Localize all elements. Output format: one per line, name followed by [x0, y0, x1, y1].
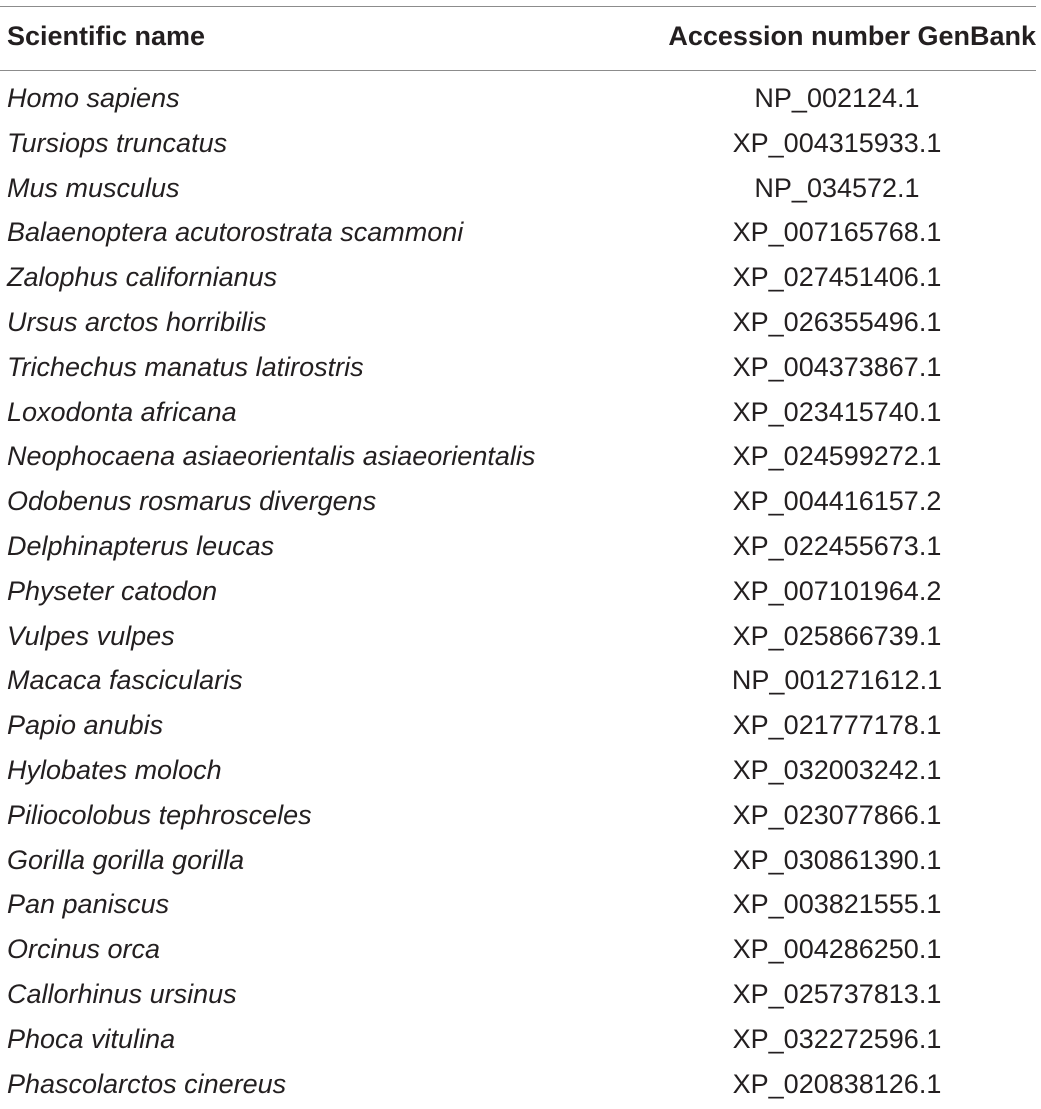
table-row: [0, 393, 1036, 438]
table-body: [0, 79, 1036, 1109]
accession-number-cell: XP_030861390.1: [732, 844, 942, 875]
accession-number-cell: XP_003821555.1: [732, 889, 942, 920]
table-row: [0, 437, 1036, 482]
table-row: [0, 885, 1036, 930]
accession-number-cell: XP_007165768.1: [732, 217, 942, 248]
table-row: [0, 661, 1036, 706]
accession-number-cell: NP_034572.1: [754, 172, 920, 203]
scientific-name-cell: Odobenus rosmarus divergens: [7, 486, 377, 517]
scientific-name-cell: Phascolarctos cinereus: [7, 1068, 287, 1099]
table-row: [0, 617, 1036, 662]
accession-number-cell: XP_024599272.1: [732, 441, 942, 472]
scientific-name-cell: Macaca fascicularis: [7, 665, 243, 696]
accession-number-cell: XP_004373867.1: [732, 351, 942, 382]
table-row: [0, 841, 1036, 886]
accession-number-cell: XP_022455673.1: [732, 530, 942, 561]
table-row: [0, 258, 1036, 303]
accession-number-cell: XP_007101964.2: [732, 575, 942, 606]
accession-number-cell: NP_002124.1: [754, 83, 920, 113]
accession-number-cell: XP_023415740.1: [732, 396, 942, 427]
table-row: [0, 796, 1036, 841]
table-row: [0, 124, 1036, 169]
table-row: [0, 975, 1036, 1020]
table-row: [0, 572, 1036, 617]
accession-number-cell: NP_001271612.1: [731, 665, 943, 696]
accession-number-cell: XP_021777178.1: [732, 710, 942, 741]
accession-number-cell: XP_027451406.1: [732, 262, 942, 293]
table-row: [0, 213, 1036, 258]
table-row: [0, 79, 1036, 124]
accession-number-cell: XP_004315933.1: [732, 127, 942, 158]
scientific-name-cell: Vulpes vulpes: [7, 620, 175, 651]
scientific-name-cell: Zalophus californianus: [7, 262, 278, 293]
table-row: [0, 706, 1036, 751]
accession-number-cell: XP_004286250.1: [732, 934, 942, 965]
table-row: [0, 1065, 1036, 1109]
scientific-name-cell: Pan paniscus: [7, 889, 170, 920]
scientific-name-cell: Delphinapterus leucas: [7, 530, 275, 561]
accession-number-cell: XP_032003242.1: [732, 754, 942, 785]
scientific-name-cell: Homo sapiens: [7, 83, 180, 113]
scientific-name-cell: Neophocaena asiaeorientalis asiaeorientalis: [7, 441, 536, 472]
table-row: [0, 482, 1036, 527]
table-row: [0, 348, 1036, 393]
table-row: [0, 930, 1036, 975]
scientific-name-cell: Gorilla gorilla gorilla: [7, 844, 245, 875]
scientific-name-cell: Hylobates moloch: [7, 754, 222, 785]
accession-number-cell: XP_025737813.1: [732, 978, 942, 1009]
accession-number-cell: XP_025866739.1: [732, 620, 942, 651]
scientific-name-cell: Ursus arctos horribilis: [7, 306, 267, 337]
scientific-name-cell: Papio anubis: [7, 710, 164, 741]
scientific-name-cell: Phoca vitulina: [7, 1023, 176, 1054]
column-header-scientific-name: Scientific name: [7, 21, 206, 51]
table-row: [0, 169, 1036, 214]
scientific-name-cell: Piliocolobus tephrosceles: [7, 799, 312, 830]
scientific-name-cell: Trichechus manatus latirostris: [7, 351, 364, 382]
table-header-rule: [0, 70, 1036, 71]
scientific-name-cell: Callorhinus ursinus: [7, 978, 237, 1009]
column-header-accession-number: Accession number GenBank: [668, 21, 1036, 51]
table-header-row: [0, 7, 1036, 70]
scientific-name-cell: Loxodonta africana: [7, 396, 237, 427]
table-row: [0, 303, 1036, 348]
accession-number-cell: XP_026355496.1: [732, 306, 942, 337]
accession-number-cell: XP_023077866.1: [732, 799, 942, 830]
table-row: [0, 527, 1036, 572]
table-row: [0, 751, 1036, 796]
accession-number-cell: XP_032272596.1: [732, 1023, 942, 1054]
accession-number-cell: XP_020838126.1: [732, 1068, 942, 1099]
scientific-name-cell: Physeter catodon: [7, 575, 218, 606]
scientific-name-cell: Orcinus orca: [7, 934, 161, 965]
scientific-name-cell: Balaenoptera acutorostrata scammoni: [7, 217, 464, 248]
table-row: [0, 1020, 1036, 1065]
scientific-name-cell: Mus musculus: [7, 172, 180, 203]
accession-number-cell: XP_004416157.2: [732, 486, 942, 517]
scientific-name-cell: Tursiops truncatus: [7, 127, 228, 158]
